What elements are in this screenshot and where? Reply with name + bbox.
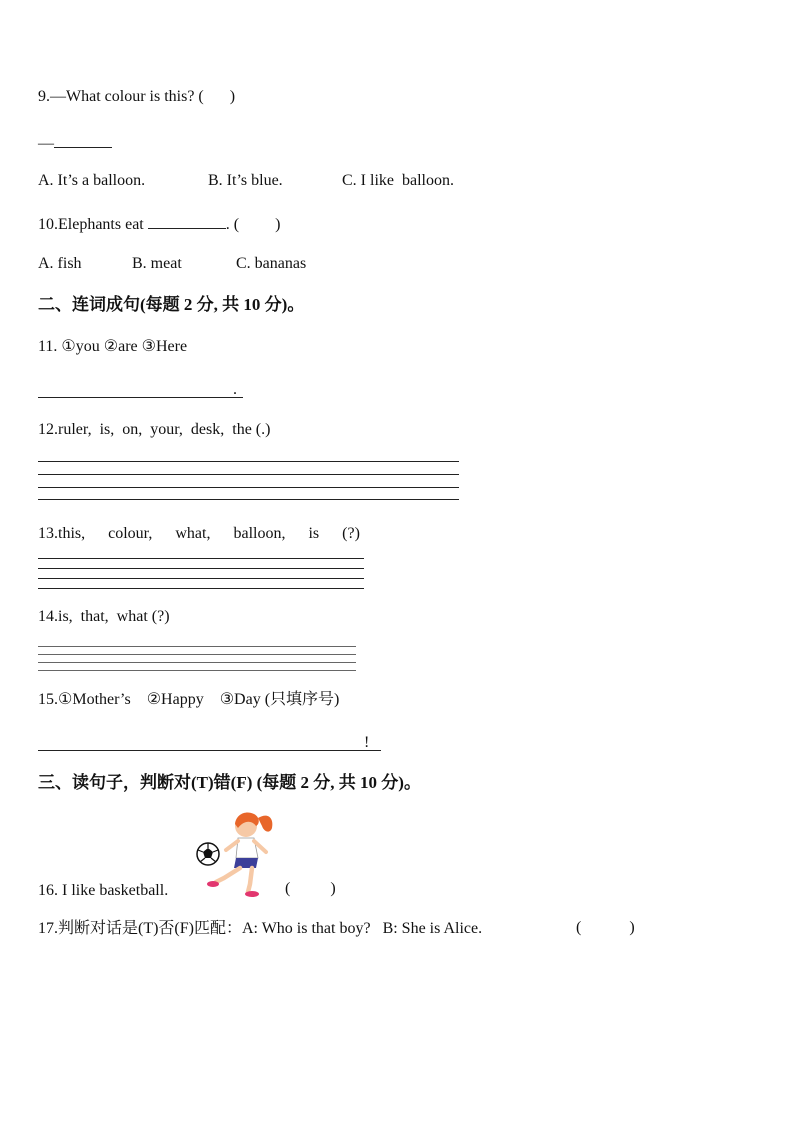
q13-word-4: balloon, [233,525,286,542]
q11-end-mark: . [233,381,237,398]
section-3-title: 三、读句子，判断对(T)错(F) (每题 2 分, 共 10 分)。 [38,773,421,792]
q13-word-6: (?) [342,525,360,542]
q16-sentence: 16. I like basketball. [38,882,169,899]
q16-answer-paren[interactable]: ( ) [285,880,336,897]
q9-option-b[interactable]: B. It’s blue. [208,172,283,189]
q9-paren-close: ) [229,88,236,105]
q13-words-line [38,526,360,542]
q9-answer-blank[interactable] [54,133,112,148]
q14-writing-line-3[interactable] [38,662,356,663]
q15-answer-line[interactable] [38,750,381,751]
q10-option-c[interactable]: C. bananas [236,255,307,272]
q12-writing-line-3[interactable] [38,487,459,488]
q10-paren-close: ) [275,216,281,233]
q15-words: 15.①Mother’s ②Happy ③Day (只填序号) [38,691,340,708]
q13-writing-line-4[interactable] [38,588,364,589]
q12-writing-line-2[interactable] [38,474,459,475]
section-2-title: 二、连词成句(每题 2 分, 共 10 分)。 [38,295,305,314]
q13-word-3: what, [175,525,211,542]
q9-option-c[interactable]: C. I like balloon. [342,172,454,189]
q13-writing-line-1[interactable] [38,558,364,559]
q14-writing-line-2[interactable] [38,654,356,655]
q9-stem: 9.—What colour is this? ( [38,88,204,105]
q9-stem-line [38,89,235,105]
q15-end-mark: ! [364,734,370,751]
q10-option-b[interactable]: B. meat [132,255,182,272]
q10-blank[interactable] [148,214,226,229]
q12-writing-line-4[interactable] [38,499,459,500]
q17-sentence: 17.判断对话是(T)否(F)匹配：A: Who is that boy? B: She is Alice. [38,920,483,937]
q13-writing-line-3[interactable] [38,578,364,579]
q11-words: 11. ①you ②are ③Here [38,338,188,355]
q14-words: 14.is, that, what (?) [38,608,170,625]
q14-writing-line-1[interactable] [38,646,356,647]
q9-option-a[interactable]: A. It’s a balloon. [38,172,146,189]
q10-stem-line [38,214,280,233]
q12-words: 12.ruler, is, on, your, desk, the (.) [38,421,271,438]
q13-word-5: is [308,525,320,542]
q12-writing-line-1[interactable] [38,461,459,462]
q10-stem: 10.Elephants eat [38,216,144,233]
q13-word-1: 13.this, [38,525,86,542]
q10-option-a[interactable]: A. fish [38,255,82,272]
q11-answer-line[interactable] [38,397,243,398]
q14-writing-line-4[interactable] [38,670,356,671]
q9-answer-dash: — [38,135,54,152]
q13-writing-line-2[interactable] [38,568,364,569]
q10-tail: . ( [225,216,240,233]
q17-answer-paren[interactable]: ( ) [576,919,635,936]
girl-playing-soccer-image [194,808,278,900]
soccer-ball-icon [197,843,219,865]
q9-answer-line [38,133,112,152]
q13-word-2: colour, [108,525,153,542]
